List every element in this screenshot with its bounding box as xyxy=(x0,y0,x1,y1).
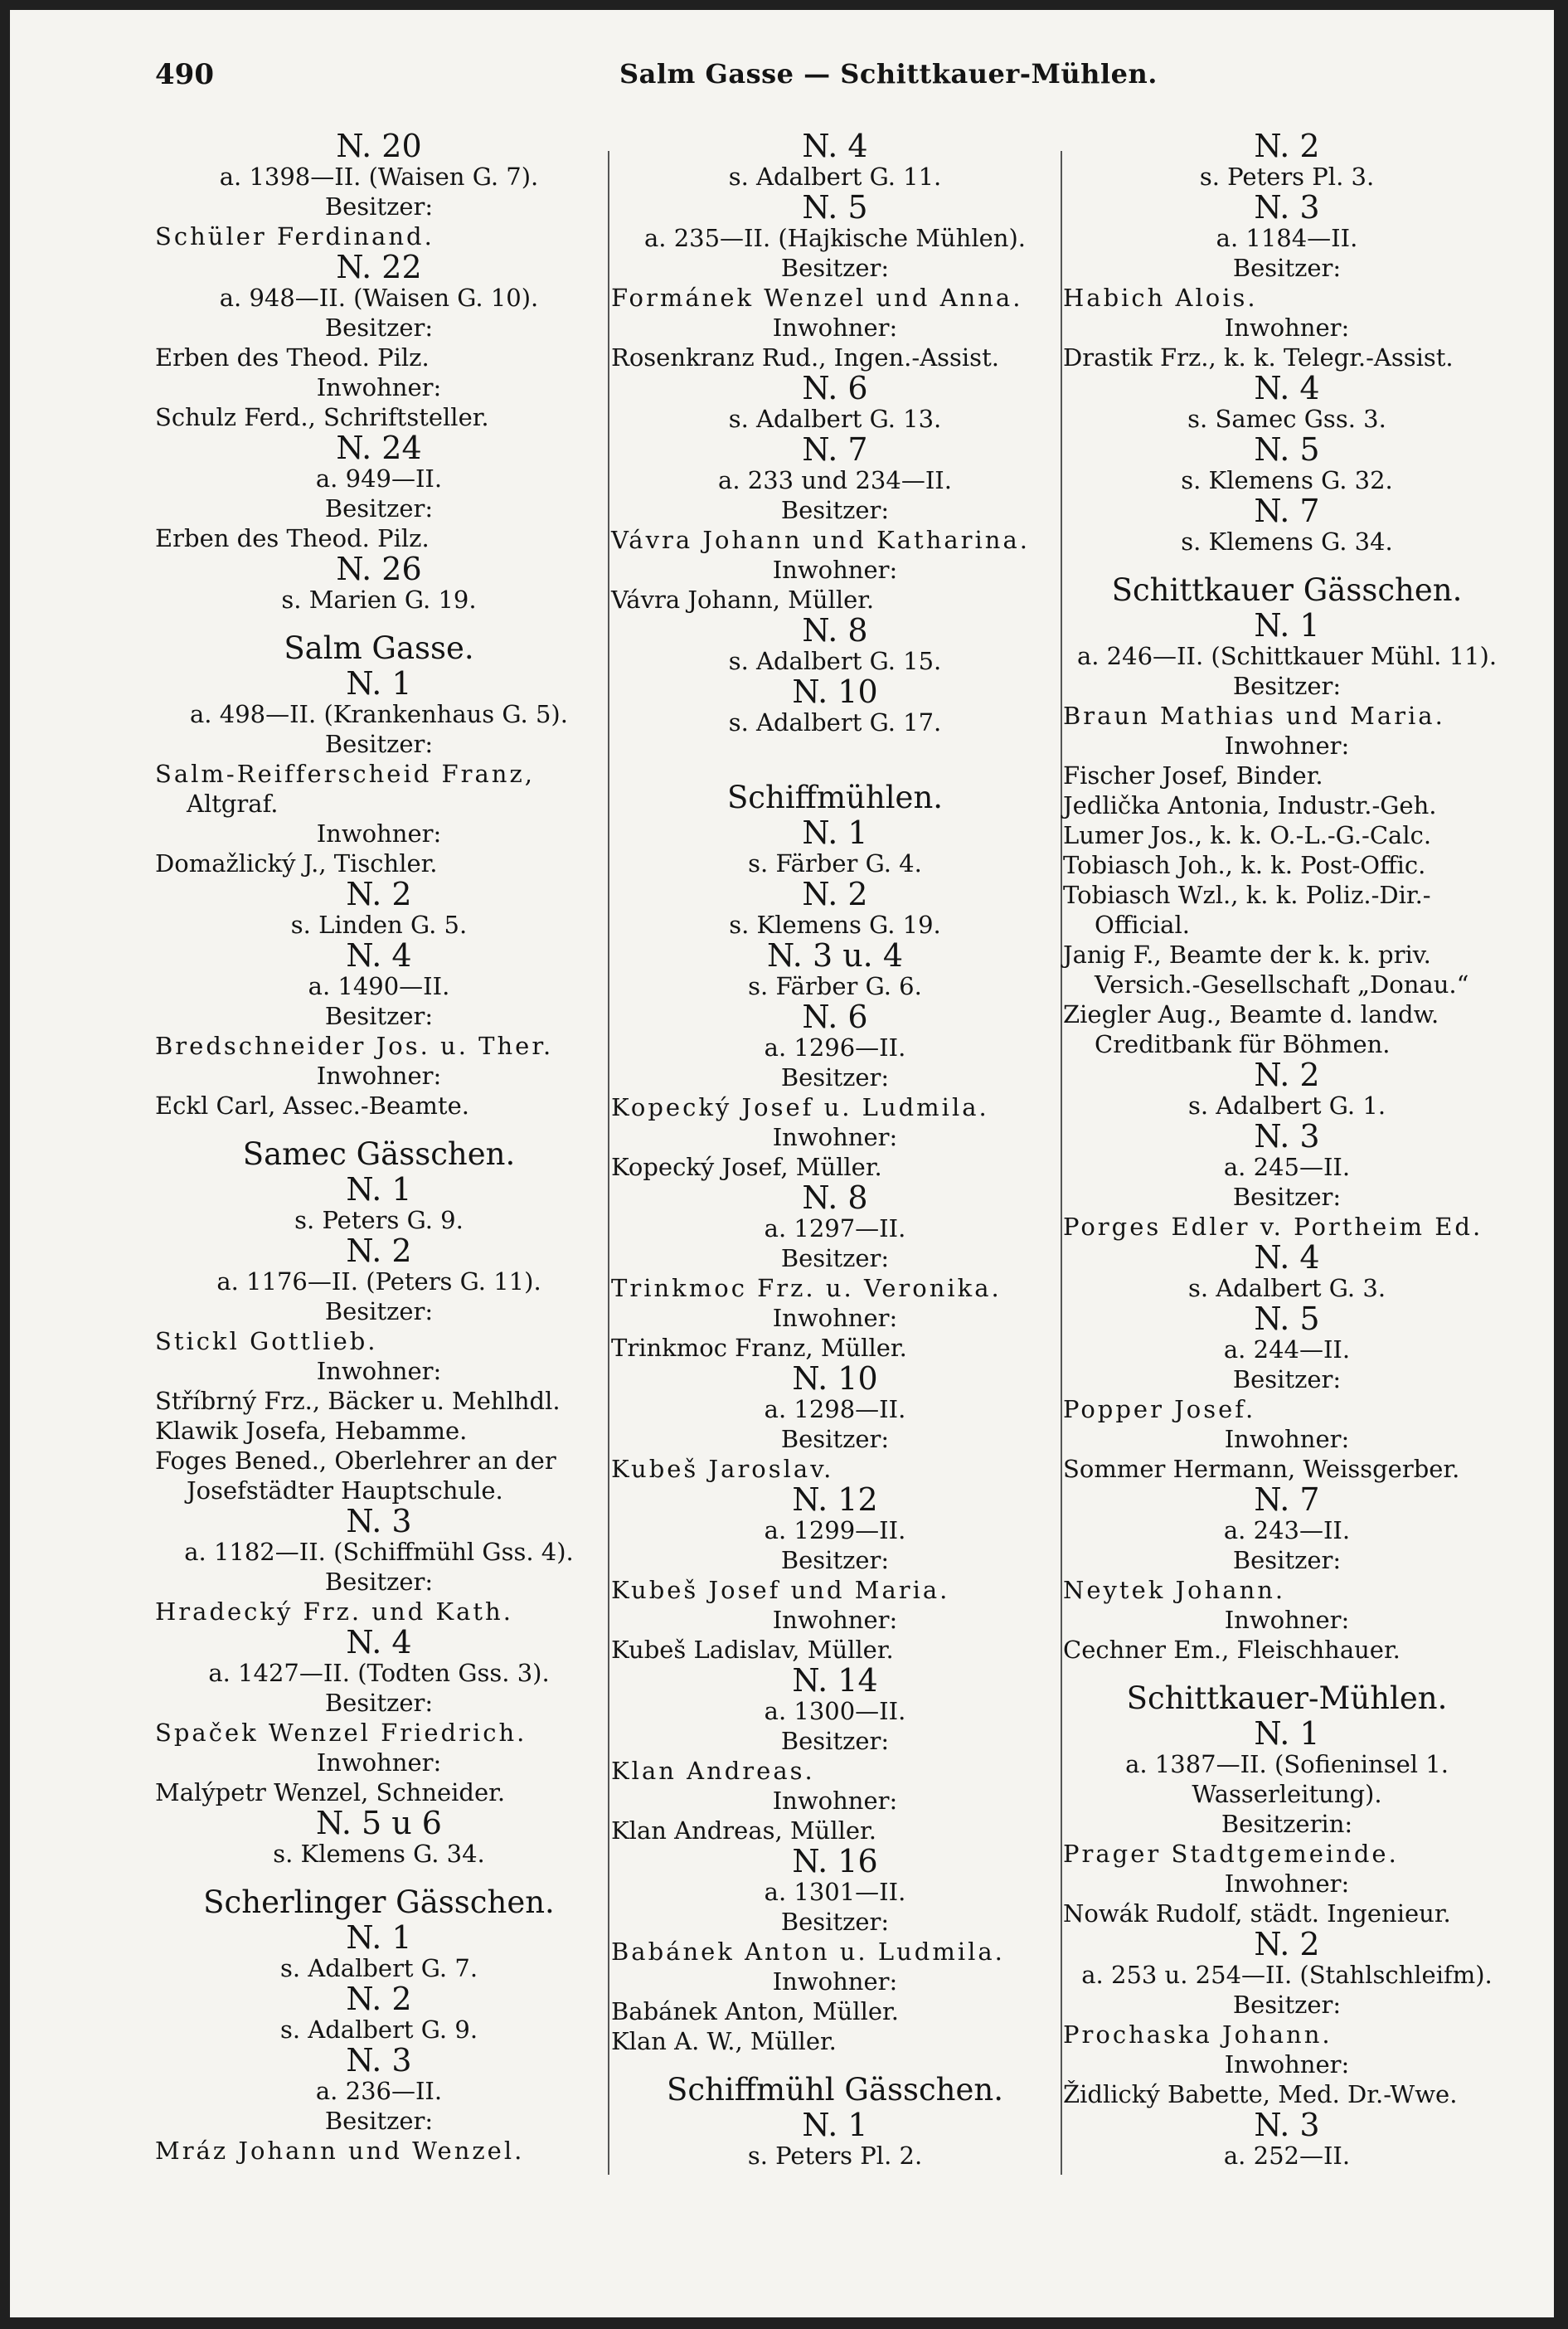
entry-line: Wasserleitung). xyxy=(1192,1780,1382,1808)
house-number: N. 3 xyxy=(346,1503,412,1539)
entry-line: Besitzer: xyxy=(780,1063,890,1092)
entry-line: Besitzer: xyxy=(1232,1365,1342,1393)
house-number: N. 20 xyxy=(336,128,422,164)
house-number: N. 2 xyxy=(1254,1057,1320,1093)
entry-line: a. 1296—II. xyxy=(764,1033,906,1062)
continuation-line: Official. xyxy=(1095,911,1190,939)
entry-line: Inwohner: xyxy=(1224,732,1350,760)
resident-line: Fischer Josef, Binder. xyxy=(1063,761,1323,790)
house-number: N. 4 xyxy=(1254,1239,1320,1276)
entry-line: s. Peters Pl. 3. xyxy=(1199,163,1375,191)
entry-line: s. Linden G. 5. xyxy=(290,911,468,939)
house-number: N. 2 xyxy=(802,876,868,912)
entry-line: Besitzer: xyxy=(1232,672,1342,700)
entry-line: s. Klemens G. 34. xyxy=(1181,528,1393,556)
entry-line: s. Marien G. 19. xyxy=(281,586,477,614)
entry-line: Inwohner: xyxy=(772,556,898,584)
entry-line: s. Adalbert G. 9. xyxy=(279,2015,478,2044)
entry-line: Inwohner: xyxy=(1224,1870,1350,1898)
entry-line: a. 1398—II. (Waisen G. 7). xyxy=(219,163,539,191)
house-number: N. 1 xyxy=(346,665,412,702)
page-number: 490 xyxy=(155,58,214,91)
entry-line: Inwohner: xyxy=(772,1123,898,1151)
owner-name: Kubeš Jaroslav. xyxy=(611,1455,834,1483)
house-number: N. 10 xyxy=(792,673,878,710)
entry-line: Besitzer: xyxy=(324,314,434,342)
entry-line: a. 243—II. xyxy=(1223,1516,1351,1544)
running-head: Salm Gasse — Schittkauer-Mühlen. xyxy=(619,58,1158,90)
entry-line: a. 498—II. (Krankenhaus G. 5). xyxy=(190,700,568,728)
owner-name: Schüler Ferdinand. xyxy=(155,222,434,250)
owner-name: Salm-Reifferscheid Franz, xyxy=(155,760,535,788)
entry-line: Besitzer: xyxy=(780,1244,890,1272)
resident-line: Sommer Hermann, Weissgerber. xyxy=(1063,1455,1460,1483)
resident-line: Erben des Theod. Pilz. xyxy=(155,343,430,372)
house-number: N. 5 xyxy=(1254,1301,1320,1337)
column-divider xyxy=(608,151,609,2175)
entry-line: Besitzer: xyxy=(324,730,434,758)
entry-line: a. 245—II. xyxy=(1223,1153,1351,1181)
resident-line: Schulz Ferd., Schriftsteller. xyxy=(155,403,489,431)
resident-line: Eckl Carl, Assec.-Beamte. xyxy=(155,1092,469,1120)
owner-name: Klan Andreas. xyxy=(611,1757,815,1785)
entry-line: Inwohner: xyxy=(772,1606,898,1634)
owner-name: Mráz Johann und Wenzel. xyxy=(155,2137,525,2165)
house-number: N. 2 xyxy=(1254,128,1320,164)
directory-page xyxy=(10,10,1554,2317)
entry-line: Besitzer: xyxy=(1232,1183,1342,1211)
entry-line: a. 1297—II. xyxy=(764,1214,906,1242)
house-number: N. 26 xyxy=(336,551,422,587)
resident-line: Domažlický J., Tischler. xyxy=(155,849,438,878)
resident-line: Drastik Frz., k. k. Telegr.-Assist. xyxy=(1063,343,1454,372)
house-number: N. 4 xyxy=(802,128,868,164)
house-number: N. 6 xyxy=(802,370,868,406)
section-heading: Salm Gasse. xyxy=(284,630,474,666)
resident-line: Janig F., Beamte der k. k. priv. xyxy=(1063,941,1431,969)
continuation-line: Altgraf. xyxy=(187,790,279,818)
entry-line: a. 235—II. (Hajkische Mühlen). xyxy=(643,224,1027,252)
entry-line: s. Klemens G. 32. xyxy=(1181,466,1393,494)
entry-line: Inwohner: xyxy=(772,1967,898,1996)
entry-line: a. 1387—II. (Sofieninsel 1. xyxy=(1125,1750,1449,1778)
entry-line: s. Klemens G. 19. xyxy=(729,911,941,939)
resident-line: Klawik Josefa, Hebamme. xyxy=(155,1417,468,1445)
entry-line: Besitzer: xyxy=(324,494,434,523)
entry-line: a. 1300—II. xyxy=(764,1697,906,1725)
owner-name: Formánek Wenzel und Anna. xyxy=(611,284,1023,312)
owner-name: Babánek Anton u. Ludmila. xyxy=(611,1938,1005,1966)
continuation-line: Josefstädter Hauptschule. xyxy=(187,1476,503,1505)
house-number: N. 4 xyxy=(346,1624,412,1660)
section-heading: Schiffmühlen. xyxy=(726,780,944,815)
entry-line: s. Adalbert G. 11. xyxy=(728,163,942,191)
owner-name: Trinkmoc Frz. u. Veronika. xyxy=(611,1274,1002,1302)
resident-line: Kopecký Josef, Müller. xyxy=(611,1153,882,1181)
owner-name: Hradecký Frz. und Kath. xyxy=(155,1597,513,1626)
entry-line: Besitzer: xyxy=(780,1908,890,1936)
entry-line: s. Adalbert G. 3. xyxy=(1187,1274,1386,1302)
entry-line: Besitzerin: xyxy=(1221,1810,1353,1838)
house-number: N. 14 xyxy=(792,1662,878,1699)
resident-line: Foges Bened., Oberlehrer an der xyxy=(155,1447,556,1475)
section-heading: Schittkauer Gässchen. xyxy=(1111,572,1463,608)
owner-name: Prochaska Johann. xyxy=(1063,2020,1333,2049)
entry-line: Inwohner: xyxy=(316,819,442,848)
entry-line: s. Adalbert G. 1. xyxy=(1187,1092,1386,1120)
entry-line: a. 1184—II. xyxy=(1216,224,1358,252)
resident-line: Erben des Theod. Pilz. xyxy=(155,524,430,552)
house-number: N. 7 xyxy=(802,431,868,468)
entry-line: Inwohner: xyxy=(316,1357,442,1385)
entry-line: a. 1182—II. (Schiffmühl Gss. 4). xyxy=(184,1538,574,1566)
entry-line: Inwohner: xyxy=(1224,1606,1350,1634)
resident-line: Klan A. W., Müller. xyxy=(611,2027,837,2055)
house-number: N. 3 xyxy=(346,2042,412,2079)
entry-line: Besitzer: xyxy=(780,1727,890,1755)
entry-line: Inwohner: xyxy=(772,314,898,342)
entry-line: a. 1299—II. xyxy=(764,1516,906,1544)
entry-line: a. 1301—II. xyxy=(764,1878,906,1906)
entry-line: s. Färber G. 6. xyxy=(748,972,922,1000)
entry-line: s. Adalbert G. 17. xyxy=(728,708,942,737)
spacer xyxy=(611,737,1059,764)
entry-line: Inwohner: xyxy=(1224,1425,1350,1453)
owner-name: Popper Josef. xyxy=(1063,1395,1256,1423)
entry-line: Besitzer: xyxy=(324,1002,434,1030)
resident-line: Malýpetr Wenzel, Schneider. xyxy=(155,1778,506,1806)
house-number: N. 3 xyxy=(1254,2107,1320,2143)
owner-name: Vávra Johann und Katharina. xyxy=(611,526,1030,554)
house-number: N. 22 xyxy=(336,249,422,285)
owner-name: Bredschneider Jos. u. Ther. xyxy=(155,1032,554,1060)
owner-name: Prager Stadtgemeinde. xyxy=(1063,1840,1399,1868)
entry-line: a. 1176—II. (Peters G. 11). xyxy=(216,1267,541,1296)
section-heading: Samec Gässchen. xyxy=(242,1136,516,1172)
resident-line: Trinkmoc Franz, Müller. xyxy=(611,1334,907,1362)
house-number: N. 16 xyxy=(792,1843,878,1879)
entry-line: a. 233 und 234—II. xyxy=(718,466,952,494)
owner-name: Braun Mathias und Maria. xyxy=(1063,702,1445,730)
house-number: N. 2 xyxy=(346,876,412,912)
entry-line: s. Färber G. 4. xyxy=(748,849,922,878)
house-number: N. 1 xyxy=(802,2107,868,2143)
house-number: N. 4 xyxy=(1254,370,1320,406)
section-heading: Scherlinger Gässchen. xyxy=(203,1884,555,1920)
house-number: N. 5 u 6 xyxy=(316,1805,442,1841)
resident-line: Židlický Babette, Med. Dr.-Wwe. xyxy=(1063,2080,1458,2108)
resident-line: Vávra Johann, Müller. xyxy=(611,586,875,614)
entry-line: a. 253 u. 254—II. (Stahlschleifm). xyxy=(1081,1961,1493,1989)
entry-line: a. 244—II. xyxy=(1223,1335,1351,1364)
entry-line: a. 948—II. (Waisen G. 10). xyxy=(219,284,539,312)
entry-line: a. 1298—II. xyxy=(764,1395,906,1423)
resident-line: Rosenkranz Rud., Ingen.-Assist. xyxy=(611,343,999,372)
continuation-line: Creditbank für Böhmen. xyxy=(1095,1030,1391,1058)
entry-line: a. 949—II. xyxy=(315,464,443,493)
house-number: N. 10 xyxy=(792,1360,878,1397)
resident-line: Babánek Anton, Müller. xyxy=(611,1997,899,2025)
house-number: N. 3 xyxy=(1254,1118,1320,1155)
section-heading: Schiffmühl Gässchen. xyxy=(667,2072,1003,2108)
entry-line: Besitzer: xyxy=(1232,1991,1342,2019)
owner-name: Spaček Wenzel Friedrich. xyxy=(155,1719,527,1747)
house-number: N. 1 xyxy=(802,814,868,851)
house-number: N. 8 xyxy=(802,1179,868,1216)
resident-line: Tobiasch Joh., k. k. Post-Offic. xyxy=(1063,851,1426,879)
house-number: N. 3 u. 4 xyxy=(766,937,904,974)
resident-line: Lumer Jos., k. k. O.-L.-G.-Calc. xyxy=(1063,821,1432,849)
house-number: N. 2 xyxy=(346,1233,412,1269)
entry-line: Besitzer: xyxy=(1232,254,1342,282)
entry-line: s. Peters Pl. 2. xyxy=(747,2142,923,2170)
resident-line: Cechner Em., Fleischhauer. xyxy=(1063,1636,1401,1664)
house-number: N. 8 xyxy=(802,612,868,649)
entry-line: Besitzer: xyxy=(1232,1546,1342,1574)
house-number: N. 5 xyxy=(802,189,868,226)
owner-name: Kubeš Josef und Maria. xyxy=(611,1576,950,1604)
entry-line: Besitzer: xyxy=(324,1568,434,1596)
house-number: N. 7 xyxy=(1254,493,1320,529)
house-number: N. 7 xyxy=(1254,1481,1320,1518)
owner-name: Kopecký Josef u. Ludmila. xyxy=(611,1093,989,1121)
entry-line: s. Adalbert G. 7. xyxy=(279,1954,478,1982)
entry-line: Besitzer: xyxy=(324,1297,434,1325)
entry-line: Besitzer: xyxy=(780,254,890,282)
owner-name: Porges Edler v. Portheim Ed. xyxy=(1063,1213,1483,1241)
house-number: N. 5 xyxy=(1254,431,1320,468)
entry-line: Inwohner: xyxy=(772,1787,898,1815)
house-number: N. 12 xyxy=(792,1481,878,1518)
entry-line: Inwohner: xyxy=(1224,314,1350,342)
entry-line: Besitzer: xyxy=(324,1689,434,1717)
house-number: N. 1 xyxy=(1254,607,1320,644)
owner-name: Neytek Johann. xyxy=(1063,1576,1286,1604)
resident-line: Kubeš Ladislav, Müller. xyxy=(611,1636,894,1664)
entry-line: Inwohner: xyxy=(1224,2050,1350,2079)
resident-line: Ziegler Aug., Beamte d. landw. xyxy=(1063,1000,1439,1028)
entry-line: Besitzer: xyxy=(324,192,434,221)
entry-line: Besitzer: xyxy=(780,1546,890,1574)
house-number: N. 1 xyxy=(1254,1715,1320,1752)
resident-line: Stříbrný Frz., Bäcker u. Mehlhdl. xyxy=(155,1387,561,1415)
continuation-line: Versich.-Gesellschaft „Donau.“ xyxy=(1095,970,1469,999)
entry-line: s. Adalbert G. 15. xyxy=(728,647,942,675)
page-header xyxy=(155,58,1523,103)
entry-line: a. 1490—II. xyxy=(308,972,450,1000)
house-number: N. 4 xyxy=(346,937,412,974)
house-number: N. 2 xyxy=(346,1981,412,2017)
house-number: N. 24 xyxy=(336,430,422,466)
owner-name: Stickl Gottlieb. xyxy=(155,1327,378,1355)
entry-line: s. Klemens G. 34. xyxy=(273,1840,485,1868)
section-heading: Schittkauer-Mühlen. xyxy=(1126,1680,1448,1716)
entry-line: Inwohner: xyxy=(316,373,442,401)
entry-line: Besitzer: xyxy=(780,496,890,524)
house-number: N. 6 xyxy=(802,999,868,1035)
entry-line: Besitzer: xyxy=(780,1425,890,1453)
entry-line: Inwohner: xyxy=(772,1304,898,1332)
column-1 xyxy=(155,130,603,2166)
entry-line: s. Samec Gss. 3. xyxy=(1187,405,1386,433)
resident-line: Jedlička Antonia, Industr.-Geh. xyxy=(1063,791,1437,819)
entry-line: s. Adalbert G. 13. xyxy=(728,405,942,433)
house-number: N. 1 xyxy=(346,1171,412,1208)
resident-line: Nowák Rudolf, städt. Ingenieur. xyxy=(1063,1899,1451,1928)
entry-line: a. 252—II. xyxy=(1223,2142,1351,2170)
entry-line: Inwohner: xyxy=(316,1748,442,1777)
entry-line: Inwohner: xyxy=(316,1062,442,1090)
entry-line: a. 1427—II. (Todten Gss. 3). xyxy=(208,1659,550,1687)
entry-line: a. 236—II. xyxy=(315,2077,443,2105)
house-number: N. 3 xyxy=(1254,189,1320,226)
resident-line: Tobiasch Wzl., k. k. Poliz.-Dir.- xyxy=(1063,881,1431,909)
column-divider xyxy=(1061,151,1062,2175)
column-3 xyxy=(1063,130,1511,2171)
entry-line: a. 246—II. (Schittkauer Mühl. 11). xyxy=(1076,642,1498,670)
owner-name: Habich Alois. xyxy=(1063,284,1258,312)
house-number: N. 2 xyxy=(1254,1926,1320,1962)
house-number: N. 1 xyxy=(346,1919,412,1956)
entry-line: s. Peters G. 9. xyxy=(294,1206,464,1234)
column-2 xyxy=(611,130,1059,2171)
entry-line: Besitzer: xyxy=(324,2107,434,2135)
resident-line: Klan Andreas, Müller. xyxy=(611,1816,876,1845)
